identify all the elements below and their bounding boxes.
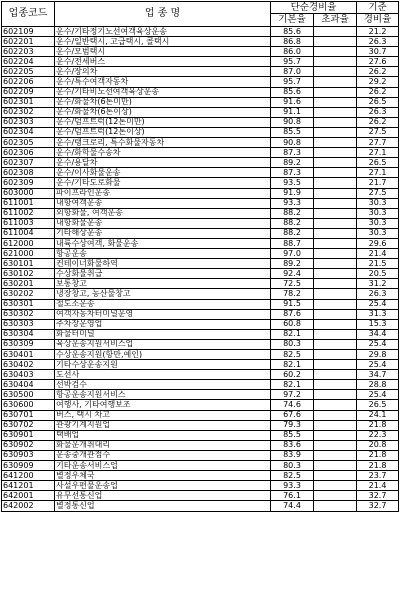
- table-row: [2, 461, 399, 471]
- cell-standard-rate: 29.8: [357, 350, 399, 360]
- cell-code: 630500: [2, 390, 55, 400]
- cell-base-rate: 74.6: [271, 400, 314, 410]
- cell-standard-rate: 23.7: [357, 471, 399, 481]
- cell-name: 기타수상운송지원: [55, 360, 271, 370]
- cell-base-rate: 85.6: [271, 27, 314, 37]
- cell-code: 602206: [2, 77, 55, 87]
- cell-standard-rate: 30.3: [357, 228, 399, 238]
- table-row: [2, 148, 399, 158]
- cell-standard-rate: 27.7: [357, 138, 399, 148]
- cell-code: 602302: [2, 107, 55, 117]
- cell-code: 630909: [2, 461, 55, 471]
- cell-excess-rate: [314, 158, 357, 168]
- cell-name: 별정우체국: [55, 471, 271, 481]
- cell-name: 운수/모범택시: [55, 47, 271, 57]
- cell-code: 630401: [2, 350, 55, 360]
- table-row: [2, 289, 399, 299]
- cell-name: 선박검수: [55, 380, 271, 390]
- cell-base-rate: 83.9: [271, 450, 314, 460]
- cell-base-rate: 88.2: [271, 228, 314, 238]
- cell-base-rate: 86.8: [271, 37, 314, 47]
- cell-excess-rate: [314, 309, 357, 319]
- cell-excess-rate: [314, 329, 357, 339]
- cell-standard-rate: 26.2: [357, 67, 399, 77]
- table-row: [2, 138, 399, 148]
- cell-excess-rate: [314, 299, 357, 309]
- cell-name: 기타해상운송: [55, 228, 271, 238]
- cell-base-rate: 82.5: [271, 471, 314, 481]
- cell-base-rate: 85.5: [271, 430, 314, 440]
- cell-excess-rate: [314, 279, 357, 289]
- cell-code: 602308: [2, 168, 55, 178]
- cell-name: 운수/전세버스: [55, 57, 271, 67]
- cell-excess-rate: [314, 208, 357, 218]
- cell-name: 수상운송지원(항만,예인): [55, 350, 271, 360]
- cell-standard-rate: 27.1: [357, 148, 399, 158]
- cell-name: 항공운송지원서비스: [55, 390, 271, 400]
- cell-standard-rate: 25.4: [357, 299, 399, 309]
- cell-code: 630304: [2, 329, 55, 339]
- cell-base-rate: 91.6: [271, 97, 314, 107]
- cell-code: 602205: [2, 67, 55, 77]
- cell-name: 운수/기타비노선여객육상운송: [55, 87, 271, 97]
- table-row: [2, 481, 399, 491]
- cell-name: 육상운송지원서비스업: [55, 339, 271, 349]
- table-row: [2, 238, 399, 248]
- cell-standard-rate: 21.7: [357, 178, 399, 188]
- cell-base-rate: 80.3: [271, 339, 314, 349]
- table-row: [2, 208, 399, 218]
- table-row: [2, 319, 399, 329]
- table-row: [2, 57, 399, 67]
- table-row: [2, 87, 399, 97]
- cell-standard-rate: 27.1: [357, 168, 399, 178]
- table-row: [2, 77, 399, 87]
- cell-base-rate: 95.7: [271, 57, 314, 67]
- cell-standard-rate: 22.3: [357, 430, 399, 440]
- cell-name: 운수/화학물수송차: [55, 148, 271, 158]
- cell-code: 602301: [2, 97, 55, 107]
- cell-standard-rate: 21.2: [357, 27, 399, 37]
- cell-code: 602309: [2, 178, 55, 188]
- table-row: [2, 117, 399, 127]
- cell-standard-rate: 21.8: [357, 461, 399, 471]
- header-name: 업 종 명: [55, 2, 271, 27]
- cell-base-rate: 90.8: [271, 138, 314, 148]
- expense-rate-table: [1, 1, 399, 512]
- cell-excess-rate: [314, 168, 357, 178]
- cell-standard-rate: 26.3: [357, 107, 399, 117]
- cell-name: 내항여객운송: [55, 198, 271, 208]
- cell-code: 611001: [2, 198, 55, 208]
- table-row: [2, 390, 399, 400]
- table-row: [2, 279, 399, 289]
- cell-excess-rate: [314, 450, 357, 460]
- header-code: 업종코드: [2, 2, 55, 27]
- cell-code: 602204: [2, 57, 55, 67]
- cell-code: 630403: [2, 370, 55, 380]
- table-row: [2, 410, 399, 420]
- cell-base-rate: 72.5: [271, 279, 314, 289]
- cell-base-rate: 91.1: [271, 107, 314, 117]
- cell-base-rate: 83.6: [271, 440, 314, 450]
- cell-code: 630600: [2, 400, 55, 410]
- cell-excess-rate: [314, 178, 357, 188]
- cell-code: 630202: [2, 289, 55, 299]
- cell-code: 630201: [2, 279, 55, 289]
- cell-base-rate: 97.2: [271, 390, 314, 400]
- cell-standard-rate: 25.4: [357, 360, 399, 370]
- cell-name: 여행사, 기타여행보조: [55, 400, 271, 410]
- cell-standard-rate: 32.7: [357, 501, 399, 511]
- cell-standard-rate: 27.5: [357, 127, 399, 137]
- cell-code: 641200: [2, 471, 55, 481]
- cell-standard-rate: 29.6: [357, 238, 399, 248]
- cell-code: 641201: [2, 481, 55, 491]
- cell-base-rate: 88.7: [271, 238, 314, 248]
- cell-name: 운수/탱크로리, 특수화물자동차: [55, 138, 271, 148]
- table-row: [2, 37, 399, 47]
- table-row: [2, 360, 399, 370]
- table-row: [2, 450, 399, 460]
- table-row: [2, 107, 399, 117]
- table-row: [2, 158, 399, 168]
- cell-base-rate: 85.5: [271, 127, 314, 137]
- cell-excess-rate: [314, 380, 357, 390]
- cell-standard-rate: 31.2: [357, 279, 399, 289]
- table-row: [2, 127, 399, 137]
- table-row: [2, 380, 399, 390]
- table-row: [2, 471, 399, 481]
- cell-base-rate: 82.5: [271, 350, 314, 360]
- cell-code: 630102: [2, 269, 55, 279]
- cell-name: 별정통신업: [55, 501, 271, 511]
- table-row: [2, 370, 399, 380]
- cell-base-rate: 87.6: [271, 309, 314, 319]
- cell-standard-rate: 26.5: [357, 97, 399, 107]
- cell-standard-rate: 27.6: [357, 57, 399, 67]
- cell-excess-rate: [314, 249, 357, 259]
- cell-name: 버스, 택시 차고: [55, 410, 271, 420]
- cell-name: 운송중개관점수: [55, 450, 271, 460]
- cell-name: 항공운송: [55, 249, 271, 259]
- table-row: [2, 228, 399, 238]
- table-row: [2, 309, 399, 319]
- cell-name: 운수/덤프트럭(12톤미만): [55, 117, 271, 127]
- cell-excess-rate: [314, 420, 357, 430]
- cell-standard-rate: 20.5: [357, 269, 399, 279]
- cell-base-rate: 97.0: [271, 249, 314, 259]
- cell-base-rate: 88.2: [271, 218, 314, 228]
- cell-standard-rate: 25.4: [357, 339, 399, 349]
- table-row: [2, 501, 399, 511]
- cell-code: 611003: [2, 218, 55, 228]
- cell-excess-rate: [314, 188, 357, 198]
- cell-excess-rate: [314, 148, 357, 158]
- cell-name: 유무선통신업: [55, 491, 271, 501]
- cell-code: 621000: [2, 249, 55, 259]
- table-row: [2, 400, 399, 410]
- cell-code: 630702: [2, 420, 55, 430]
- cell-code: 612000: [2, 238, 55, 248]
- cell-name: 운수/화물차(6톤미만): [55, 97, 271, 107]
- cell-excess-rate: [314, 350, 357, 360]
- table-row: [2, 249, 399, 259]
- cell-excess-rate: [314, 430, 357, 440]
- cell-excess-rate: [314, 269, 357, 279]
- cell-base-rate: 88.2: [271, 208, 314, 218]
- cell-base-rate: 89.2: [271, 158, 314, 168]
- table-row: [2, 27, 399, 37]
- cell-code: 630309: [2, 339, 55, 349]
- cell-standard-rate: 20.8: [357, 440, 399, 450]
- table-row: [2, 430, 399, 440]
- cell-name: 여객자동차터미널운영: [55, 309, 271, 319]
- cell-base-rate: 93.5: [271, 178, 314, 188]
- cell-name: 운수/기타도로화물: [55, 178, 271, 188]
- cell-excess-rate: [314, 218, 357, 228]
- cell-standard-rate: 21.4: [357, 249, 399, 259]
- cell-name: 냉장창고, 농산물창고: [55, 289, 271, 299]
- cell-name: 운수/용달차: [55, 158, 271, 168]
- cell-base-rate: 87.3: [271, 148, 314, 158]
- cell-code: 602201: [2, 37, 55, 47]
- cell-code: 602209: [2, 87, 55, 97]
- cell-base-rate: 87.0: [271, 67, 314, 77]
- cell-excess-rate: [314, 491, 357, 501]
- cell-standard-rate: 30.3: [357, 218, 399, 228]
- cell-name: 운수/이사화물운송: [55, 168, 271, 178]
- cell-base-rate: 82.1: [271, 380, 314, 390]
- table-row: [2, 259, 399, 269]
- cell-standard-rate: 26.2: [357, 87, 399, 97]
- cell-code: 611004: [2, 228, 55, 238]
- cell-base-rate: 80.3: [271, 461, 314, 471]
- cell-excess-rate: [314, 97, 357, 107]
- cell-code: 642002: [2, 501, 55, 511]
- cell-code: 602109: [2, 27, 55, 37]
- cell-name: 주차장운영업: [55, 319, 271, 329]
- cell-excess-rate: [314, 501, 357, 511]
- table-row: [2, 491, 399, 501]
- table-row: [2, 218, 399, 228]
- table-row: [2, 67, 399, 77]
- cell-base-rate: 60.8: [271, 319, 314, 329]
- table-row: [2, 47, 399, 57]
- cell-code: 630902: [2, 440, 55, 450]
- table-row: [2, 269, 399, 279]
- cell-code: 602303: [2, 117, 55, 127]
- header-simple-rate: 단순경비율: [271, 2, 357, 14]
- table-row: [2, 440, 399, 450]
- cell-name: 도선사: [55, 370, 271, 380]
- cell-name: 사설우편물운송업: [55, 481, 271, 491]
- table-row: [2, 188, 399, 198]
- cell-base-rate: 93.3: [271, 198, 314, 208]
- cell-code: 630301: [2, 299, 55, 309]
- cell-code: 630701: [2, 410, 55, 420]
- cell-code: 602305: [2, 138, 55, 148]
- table-row: [2, 198, 399, 208]
- cell-excess-rate: [314, 117, 357, 127]
- cell-base-rate: 89.2: [271, 259, 314, 269]
- cell-name: 내륙수상여객, 화물운송: [55, 238, 271, 248]
- cell-base-rate: 95.7: [271, 77, 314, 87]
- cell-name: 운수/화물차(6톤이상): [55, 107, 271, 117]
- cell-standard-rate: 15.3: [357, 319, 399, 329]
- cell-base-rate: 91.9: [271, 188, 314, 198]
- table-row: [2, 329, 399, 339]
- cell-standard-rate: 29.2: [357, 77, 399, 87]
- cell-excess-rate: [314, 198, 357, 208]
- cell-name: 화물운개취대리: [55, 440, 271, 450]
- table-row: [2, 97, 399, 107]
- cell-standard-rate: 30.3: [357, 198, 399, 208]
- cell-excess-rate: [314, 390, 357, 400]
- cell-name: 운수/특수여객자동차: [55, 77, 271, 87]
- cell-name: 운수/장의차: [55, 67, 271, 77]
- cell-standard-rate: 21.4: [357, 481, 399, 491]
- cell-standard-rate: 27.5: [357, 188, 399, 198]
- cell-base-rate: 60.2: [271, 370, 314, 380]
- cell-excess-rate: [314, 138, 357, 148]
- cell-excess-rate: [314, 27, 357, 37]
- cell-name: 관광기계지원업: [55, 420, 271, 430]
- cell-excess-rate: [314, 319, 357, 329]
- cell-base-rate: 82.1: [271, 360, 314, 370]
- table-body: [2, 27, 399, 512]
- cell-standard-rate: 30.7: [357, 47, 399, 57]
- cell-code: 611002: [2, 208, 55, 218]
- cell-name: 철도소운송: [55, 299, 271, 309]
- cell-standard-rate: 32.7: [357, 491, 399, 501]
- cell-base-rate: 85.6: [271, 87, 314, 97]
- cell-excess-rate: [314, 339, 357, 349]
- cell-standard-rate: 28.8: [357, 380, 399, 390]
- cell-excess-rate: [314, 37, 357, 47]
- cell-base-rate: 78.2: [271, 289, 314, 299]
- cell-code: 630302: [2, 309, 55, 319]
- cell-standard-rate: 24.1: [357, 410, 399, 420]
- cell-name: 외항화물, 여객운송: [55, 208, 271, 218]
- cell-excess-rate: [314, 400, 357, 410]
- cell-standard-rate: 34.7: [357, 370, 399, 380]
- cell-standard-rate: 21.8: [357, 420, 399, 430]
- cell-code: 630303: [2, 319, 55, 329]
- cell-excess-rate: [314, 57, 357, 67]
- cell-excess-rate: [314, 87, 357, 97]
- cell-name: 내항화물운송: [55, 218, 271, 228]
- cell-base-rate: 91.5: [271, 299, 314, 309]
- cell-standard-rate: 26.3: [357, 289, 399, 299]
- table-row: [2, 420, 399, 430]
- cell-base-rate: 76.1: [271, 491, 314, 501]
- cell-standard-rate: 21.8: [357, 450, 399, 460]
- cell-name: 컨테이너화물하역: [55, 259, 271, 269]
- header-base-rate: 기본율: [271, 14, 314, 27]
- cell-excess-rate: [314, 440, 357, 450]
- cell-base-rate: 67.6: [271, 410, 314, 420]
- cell-excess-rate: [314, 370, 357, 380]
- cell-excess-rate: [314, 127, 357, 137]
- cell-code: 603000: [2, 188, 55, 198]
- table-row: [2, 168, 399, 178]
- cell-excess-rate: [314, 259, 357, 269]
- cell-excess-rate: [314, 238, 357, 248]
- cell-name: 운수/일반택시, 고급택시, 콜택시: [55, 37, 271, 47]
- cell-excess-rate: [314, 67, 357, 77]
- cell-standard-rate: 26.5: [357, 400, 399, 410]
- cell-base-rate: 79.3: [271, 420, 314, 430]
- cell-code: 602203: [2, 47, 55, 57]
- cell-excess-rate: [314, 471, 357, 481]
- cell-excess-rate: [314, 461, 357, 471]
- cell-base-rate: 74.4: [271, 501, 314, 511]
- cell-excess-rate: [314, 481, 357, 491]
- cell-code: 602304: [2, 127, 55, 137]
- cell-name: 택배업: [55, 430, 271, 440]
- cell-code: 642001: [2, 491, 55, 501]
- cell-excess-rate: [314, 289, 357, 299]
- cell-excess-rate: [314, 410, 357, 420]
- cell-name: 화물터미널: [55, 329, 271, 339]
- cell-excess-rate: [314, 360, 357, 370]
- cell-code: 630404: [2, 380, 55, 390]
- cell-code: 602306: [2, 148, 55, 158]
- cell-code: 630903: [2, 450, 55, 460]
- cell-name: 운수/기타정기노선여객육상운송: [55, 27, 271, 37]
- cell-base-rate: 82.1: [271, 329, 314, 339]
- header-standard-line1: 기준: [357, 2, 399, 14]
- table-row: [2, 339, 399, 349]
- table-row: [2, 178, 399, 188]
- table-header: [2, 2, 399, 27]
- cell-code: 630101: [2, 259, 55, 269]
- cell-standard-rate: 25.4: [357, 390, 399, 400]
- cell-standard-rate: 26.5: [357, 158, 399, 168]
- cell-code: 602307: [2, 158, 55, 168]
- cell-standard-rate: 21.5: [357, 259, 399, 269]
- cell-standard-rate: 31.3: [357, 309, 399, 319]
- cell-standard-rate: 34.4: [357, 329, 399, 339]
- cell-name: 기타운송서비스업: [55, 461, 271, 471]
- cell-excess-rate: [314, 228, 357, 238]
- cell-excess-rate: [314, 47, 357, 57]
- table-row: [2, 299, 399, 309]
- cell-standard-rate: 26.3: [357, 37, 399, 47]
- cell-excess-rate: [314, 107, 357, 117]
- header-standard-line2: 경비율: [357, 14, 399, 27]
- cell-code: 630402: [2, 360, 55, 370]
- cell-base-rate: 90.8: [271, 117, 314, 127]
- cell-base-rate: 86.0: [271, 47, 314, 57]
- cell-standard-rate: 26.2: [357, 117, 399, 127]
- table-row: [2, 350, 399, 360]
- cell-code: 630901: [2, 430, 55, 440]
- cell-name: 보통창고: [55, 279, 271, 289]
- cell-base-rate: 93.3: [271, 481, 314, 491]
- cell-name: 파이프라인운송: [55, 188, 271, 198]
- cell-base-rate: 92.4: [271, 269, 314, 279]
- header-excess-rate: 초과율: [314, 14, 357, 27]
- cell-name: 운수/덤프트럭(12톤이상): [55, 127, 271, 137]
- cell-standard-rate: 30.3: [357, 208, 399, 218]
- cell-excess-rate: [314, 77, 357, 87]
- cell-name: 수상화물취급: [55, 269, 271, 279]
- cell-base-rate: 87.3: [271, 168, 314, 178]
